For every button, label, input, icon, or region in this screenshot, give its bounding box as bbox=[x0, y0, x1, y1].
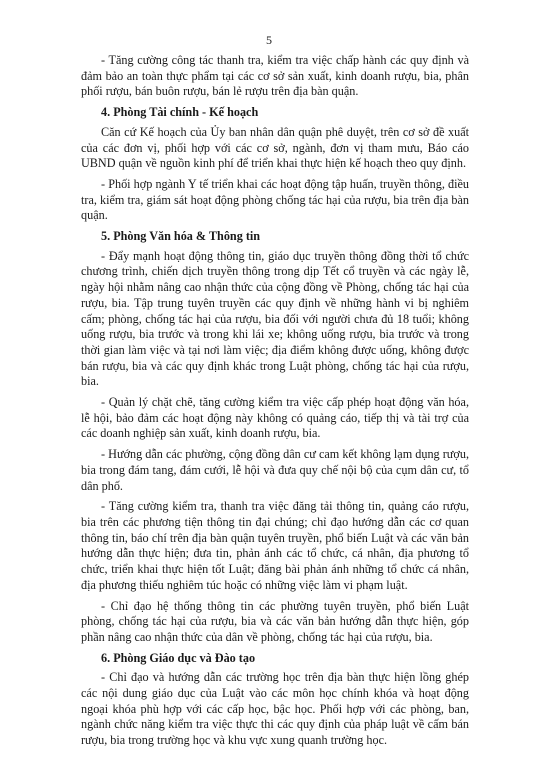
page-number: 5 bbox=[266, 33, 272, 47]
paragraph: - Quản lý chặt chẽ, tăng cường kiểm tra việc cấp phép hoạt động văn hóa, lễ hội, bảo đảm các hoạt động này không có quảng cáo, tiếp thị và tài trợ của các doanh nghiệp sản xuất, kinh doanh rượu, bia. bbox=[81, 395, 469, 441]
paragraph: - Chỉ đạo và hướng dẫn các trường học trên địa bàn thực hiện lồng ghép các nội dung giáo dục của Luật vào các môn học chính khóa và hoạt động ngoại khóa phù hợp với các cấp học, bậc học. Phối hợp với các phòng, ban, ngành chức năng kiểm tra việc thực thi các quy định của pháp luật về cấm bán rượu, bia trong trường học và khu vực xung quanh trường học. bbox=[81, 670, 469, 748]
section-heading: 5. Phòng Văn hóa & Thông tin bbox=[101, 229, 261, 244]
paragraph: - Hướng dẫn các phường, cộng đồng dân cư cam kết không lạm dụng rượu, bia trong đám tang, đám cưới, lễ hội và đưa quy chế nội bộ của cụm dân cư, tổ dân phố. bbox=[81, 447, 469, 493]
section-heading: 4. Phòng Tài chính - Kế hoạch bbox=[101, 105, 259, 120]
paragraph: - Chỉ đạo hệ thống thông tin các phường tuyên truyền, phổ biến Luật phòng, chống tác hại của rượu, bia và các văn bản hướng dẫn thực hiện, góp phần nâng cao nhận thức của dân về phòng, chống tác hại của rượu, bia. bbox=[81, 598, 469, 644]
paragraph: - Tăng cường công tác thanh tra, kiểm tra việc chấp hành các quy định và đảm bảo an toàn thực phẩm tại các cơ sở sản xuất, kinh doanh rượu, bia, phân phối rượu, bán buôn rượu, bán lẻ rượu trên địa bàn quận. bbox=[81, 53, 469, 99]
paragraph: - Đẩy mạnh hoạt động thông tin, giáo dục truyền thông đồng thời tổ chức chương trình, chiến dịch truyền thông trong dịp Tết cổ truyền và các ngày lễ, ngày hội nhằm nâng cao nhận thức của cộng đồng về Phòng, chống tác hại của rượu, bia. Tập trung tuyên truyền các quy định về những hành vi bị nghiêm cấm; phòng, chống tác hại của rượu, bia đối với người chưa đủ 18 tuổi; không uống rượu, bia trước và trong khi lái xe; không uống rượu, bia trước và trong thời gian làm việc và tại nơi làm việc; địa điểm không được uống, không được bán rượu, bia và các quy định khác trong Luật phòng, chống tác hại của rượu, bia. bbox=[81, 248, 469, 389]
paragraph: - Phối hợp ngành Y tế triển khai các hoạt động tập huấn, truyền thông, điều tra, kiểm tra, giám sát hoạt động phòng chống tác hại của rượu, bia trên địa bàn quận. bbox=[81, 176, 469, 223]
paragraph: - Tăng cường kiểm tra, thanh tra việc đăng tải thông tin, quảng cáo rượu, bia trên các phương tiện thông tin đại chúng; chỉ đạo hướng dẫn các cơ quan thông tin, báo chí trên địa bàn quận tuyên truyền, phổ biến Luật và các văn bản hướng dẫn thực hiện; đưa tin, phản ánh các tổ chức, cá nhân, địa phương tổ chức, triển khai thực hiện tốt Luật; đăng bài phản ánh những tổ chức cá nhân, địa phương thiếu nghiêm túc hoặc có những việc làm vi phạm luật. bbox=[81, 499, 469, 592]
paragraph: Căn cứ Kế hoạch của Ủy ban nhân dân quận phê duyệt, trên cơ sở đề xuất của các đơn vị, phối hợp với các cơ sở, ngành, đơn vị tham mưu, Báo cáo UBND quận về nguồn kinh phí để triển khai thực hiện kế hoạch theo quy định. bbox=[81, 124, 469, 171]
document-body bbox=[81, 53, 469, 754]
section-heading: 6. Phòng Giáo dục và Đào tạo bbox=[101, 650, 256, 665]
